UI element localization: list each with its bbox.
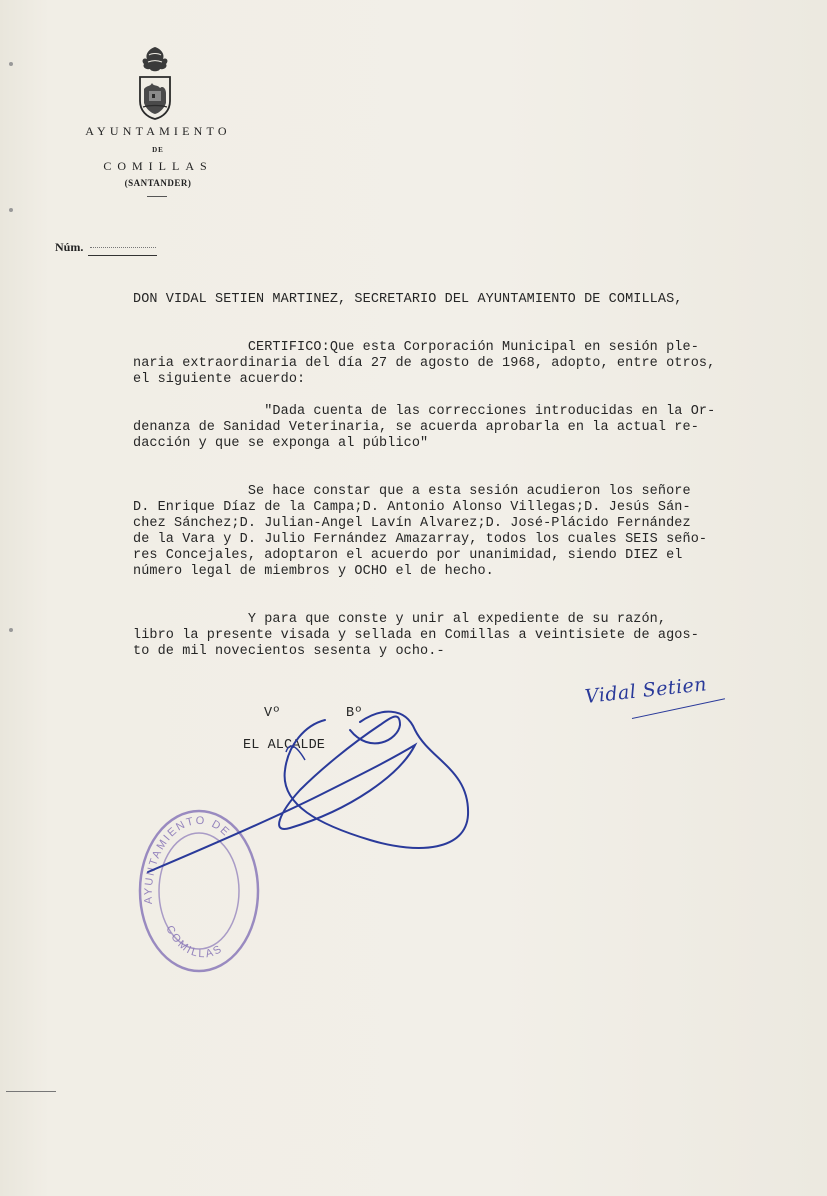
punch-mark bbox=[9, 628, 13, 632]
punch-mark bbox=[9, 208, 13, 212]
number-dotted-line bbox=[90, 247, 156, 248]
text-line: libro la presente visada y sellada en Comillas a veintisiete de agos- bbox=[133, 628, 699, 643]
alcalde-label: EL ALCALDE bbox=[243, 738, 326, 753]
municipal-crest-icon bbox=[135, 45, 175, 120]
text-line: el siguiente acuerdo: bbox=[133, 372, 306, 387]
text-line: naria extraordinaria del día 27 de agosto de 1968, adopto, entre otros, bbox=[133, 356, 716, 371]
mayor-signature-scribble bbox=[130, 700, 490, 900]
text-line: CERTIFICO:Que esta Corporación Municipal en sesión ple- bbox=[133, 340, 699, 355]
text-line: res Concejales, adoptaron el acuerdo por unanimidad, siendo DIEZ el bbox=[133, 548, 683, 563]
certifico-paragraph bbox=[133, 340, 715, 388]
salutation-line: DON VIDAL SETIEN MARTINEZ, SECRETARIO DEL AYUNTAMIENTO DE COMILLAS, bbox=[133, 292, 683, 307]
text-line: Se hace constar que a esta sesión acudieron los señore bbox=[133, 484, 691, 499]
text-line: "Dada cuenta de las correcciones introducidas en la Or- bbox=[133, 404, 716, 419]
text-line: de la Vara y D. Julio Fernández Amazarray, todos los cuales SEIS seño- bbox=[133, 532, 708, 547]
punch-mark bbox=[9, 62, 13, 66]
text-line: to de mil novecientos sesenta y ocho.- bbox=[133, 644, 445, 659]
text-line: número legal de miembros y OCHO el de hecho. bbox=[133, 564, 494, 579]
margin-mark bbox=[6, 1091, 56, 1092]
agreement-quote bbox=[133, 404, 715, 452]
letterhead-ayuntamiento: AYUNTAMIENTO bbox=[85, 124, 231, 138]
text-line: chez Sánchez;D. Julian-Angel Lavín Alvarez;D. José-Plácido Fernández bbox=[133, 516, 691, 531]
stamp-bottom-text: COMILLAS bbox=[163, 923, 226, 961]
number-label: Núm. bbox=[55, 240, 84, 254]
attendance-paragraph bbox=[133, 484, 707, 580]
text-line: D. Enrique Díaz de la Campa;D. Antonio Alonso Villegas;D. Jesús Sán- bbox=[133, 500, 691, 515]
letterhead-comillas: COMILLAS bbox=[103, 159, 213, 173]
stamp-top-text: AYUNTAMIENTO DE bbox=[142, 814, 233, 905]
text-line: dacción y que se exponga al público" bbox=[133, 436, 429, 451]
visto-bueno-label: Vº Bº bbox=[264, 706, 363, 721]
text-line: Y para que conste y unir al expediente de su razón, bbox=[133, 612, 667, 627]
closing-paragraph bbox=[133, 612, 699, 660]
letterhead-de: DE bbox=[152, 146, 164, 154]
letterhead-rule bbox=[147, 196, 167, 197]
text-line: denanza de Sanidad Veterinaria, se acuerda aprobarla en la actual re- bbox=[133, 420, 699, 435]
svg-text:COMILLAS bbox=[163, 924, 225, 961]
number-underline bbox=[88, 255, 157, 256]
letterhead-province: (SANTANDER) bbox=[124, 178, 192, 188]
secretary-signature: Vidal Setien bbox=[583, 673, 709, 708]
